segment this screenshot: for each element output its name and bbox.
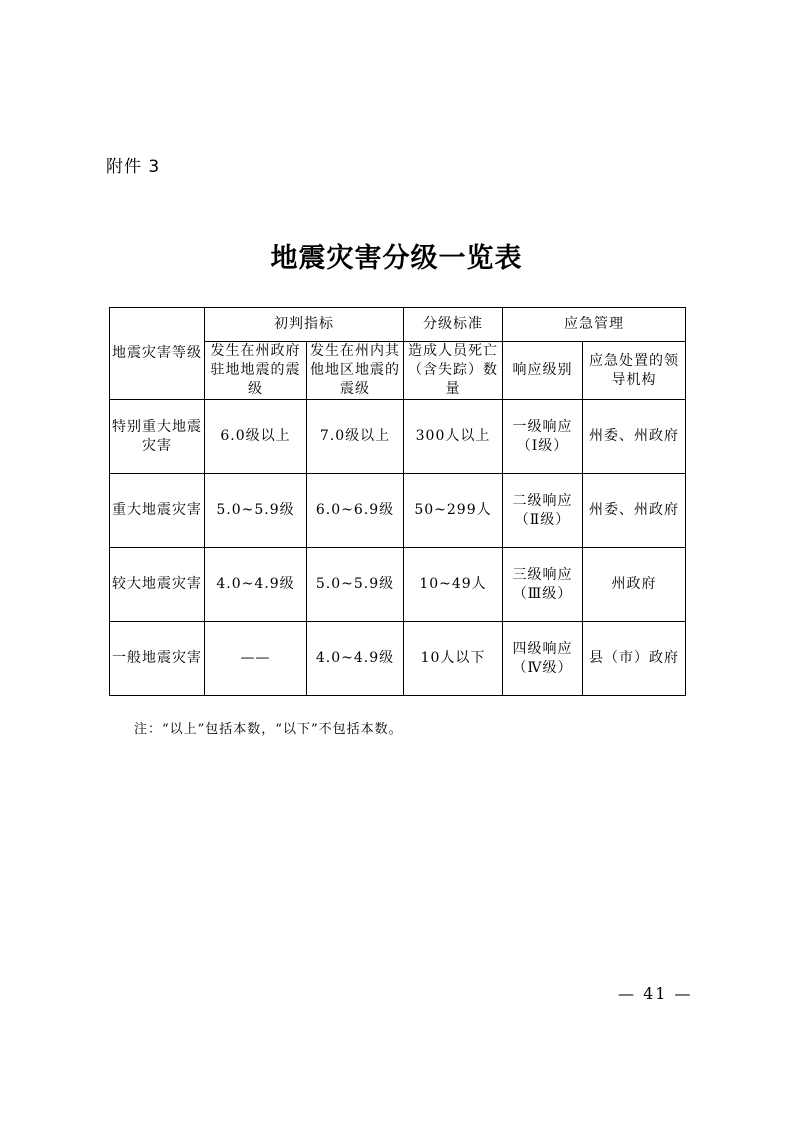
cell-leading-body: 州委、州政府 — [583, 400, 686, 474]
cell-response-level: 一级响应（Ⅰ级） — [503, 400, 583, 474]
cell-leading-body: 州委、州政府 — [583, 474, 686, 548]
header-initial-indicator: 初判指标 — [205, 308, 404, 342]
cell-other-quake: 7.0级以上 — [307, 400, 404, 474]
cell-seat-quake: 4.0~4.9级 — [205, 548, 307, 622]
cell-response-level: 四级响应（Ⅳ级） — [503, 622, 583, 696]
header-grade: 地震灾害等级 — [110, 308, 205, 400]
header-leading-body: 应急处置的领导机构 — [583, 342, 686, 400]
footnote: 注：“以上”包括本数，“以下”不包括本数。 — [134, 722, 403, 737]
cell-deaths: 300人以上 — [404, 400, 503, 474]
cell-deaths: 50~299人 — [404, 474, 503, 548]
header-deaths: 造成人员死亡（含失踪）数量 — [404, 342, 503, 400]
cell-other-quake: 6.0~6.9级 — [307, 474, 404, 548]
table-row — [110, 548, 686, 622]
header-emergency-management: 应急管理 — [503, 308, 686, 342]
header-seat-quake: 发生在州政府驻地地震的震级 — [205, 342, 307, 400]
table-row — [110, 474, 686, 548]
cell-seat-quake: 6.0级以上 — [205, 400, 307, 474]
header-response-level: 响应级别 — [503, 342, 583, 400]
cell-response-level: 三级响应（Ⅲ级） — [503, 548, 583, 622]
cell-grade: 重大地震灾害 — [110, 474, 205, 548]
page-number: — 41 — — [618, 984, 693, 1003]
cell-other-quake: 5.0~5.9级 — [307, 548, 404, 622]
cell-leading-body: 县（市）政府 — [583, 622, 686, 696]
earthquake-grading-table — [109, 307, 686, 696]
table-row — [110, 622, 686, 696]
cell-seat-quake: —— — [205, 622, 307, 696]
attachment-label: 附件 3 — [106, 157, 161, 177]
cell-deaths: 10~49人 — [404, 548, 503, 622]
cell-grade: 一般地震灾害 — [110, 622, 205, 696]
cell-other-quake: 4.0~4.9级 — [307, 622, 404, 696]
table-row — [110, 400, 686, 474]
cell-grade: 较大地震灾害 — [110, 548, 205, 622]
cell-grade: 特别重大地震灾害 — [110, 400, 205, 474]
cell-leading-body: 州政府 — [583, 548, 686, 622]
header-classification-standard: 分级标准 — [404, 308, 503, 342]
page-title: 地震灾害分级一览表 — [270, 243, 523, 274]
cell-deaths: 10人以下 — [404, 622, 503, 696]
header-other-quake: 发生在州内其他地区地震的震级 — [307, 342, 404, 400]
cell-seat-quake: 5.0~5.9级 — [205, 474, 307, 548]
cell-response-level: 二级响应（Ⅱ级） — [503, 474, 583, 548]
table-header-row — [110, 308, 686, 342]
